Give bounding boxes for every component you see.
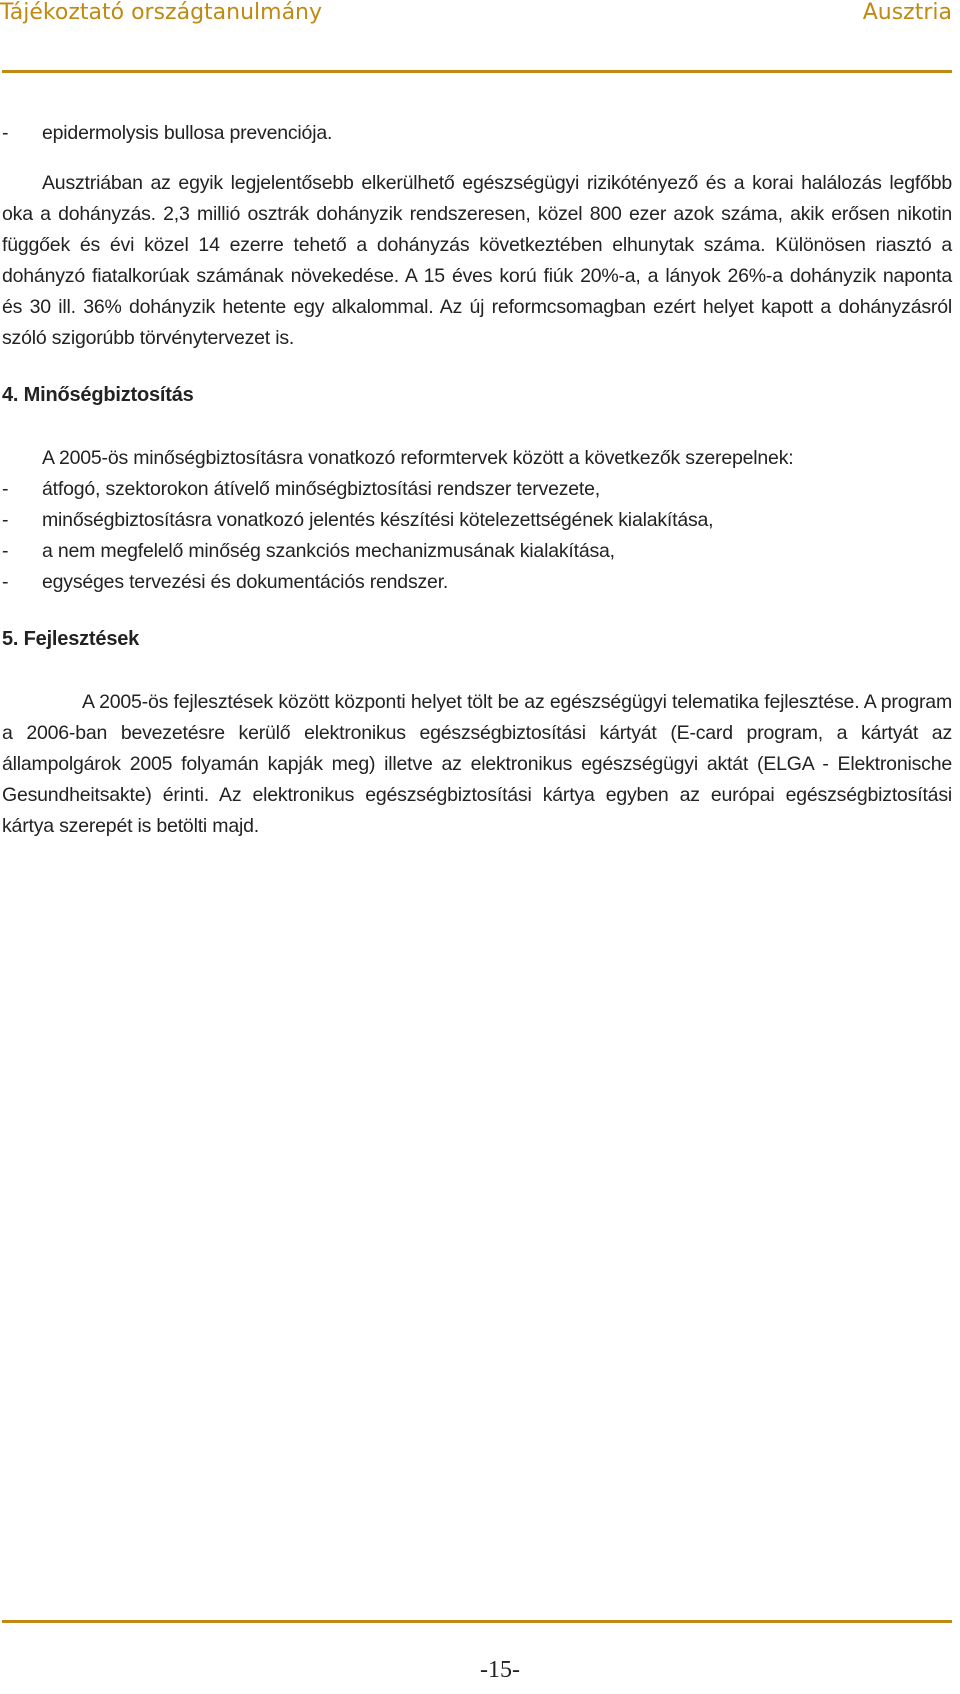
bullet-dash: - <box>2 571 9 593</box>
list-item <box>2 567 952 598</box>
list-item <box>2 474 952 505</box>
document-title: Tájékoztató országtanulmány <box>0 0 323 25</box>
bullet-dash: - <box>2 540 9 562</box>
section-heading-quality: 4. Minőségbiztosítás <box>2 384 194 406</box>
header-country: Ausztria <box>862 0 952 25</box>
bullet-dash: - <box>2 478 9 500</box>
list-item-text: átfogó, szektorokon átívelő minőségbiztosítási rendszer tervezete, <box>42 478 601 500</box>
page-number: -15- <box>480 1657 520 1683</box>
page-body <box>2 118 952 842</box>
list-item <box>2 536 952 567</box>
bullet-dash: - <box>2 122 9 144</box>
quality-intro: A 2005-ös minőségbiztosításra vonatkozó reformtervek között a következők szerepelnek: <box>42 447 794 469</box>
spacer <box>2 411 952 443</box>
list-item-text: minőségbiztosításra vonatkozó jelentés készítési kötelezettségének kialakítása, <box>42 509 714 531</box>
list-item <box>2 505 952 536</box>
bullet-dash: - <box>2 509 9 531</box>
list-item-text: a nem megfelelő minőség szankciós mechanizmusának kialakítása, <box>42 540 615 562</box>
page-header <box>0 0 952 40</box>
spacer <box>2 149 952 168</box>
developments-paragraph: A 2005-ös fejlesztések között központi helyet tölt be az egészségügyi telematika fejlesztése. A program a 2006-ban bevezetésre kerülő elektronikus egészségbiztosítási kártyát (E-card program, a kártyát az állampolgárok 2005 folyamán kapják meg) illetve az elektronikus egészségügyi aktát (ELGA - Elektronische Gesundheitsakte) érinti. Az elektronikus egészségbiztosítási kártya egyben az európai egészségbiztosítási kártya szerepét is betölti majd. <box>2 691 952 837</box>
spacer <box>2 354 952 380</box>
spacer <box>2 598 952 624</box>
spacer <box>2 655 952 687</box>
section-heading-developments: 5. Fejlesztések <box>2 628 140 650</box>
list-item-text: egységes tervezési és dokumentációs rendszer. <box>42 571 449 593</box>
list-item-text: epidermolysis bullosa prevenciója. <box>42 122 333 144</box>
smoking-paragraph: Ausztriában az egyik legjelentősebb elkerülhető egészségügyi rizikótényező és a korai halálozás legfőbb oka a dohányzás. 2,3 millió osztrák dohányzik rendszeresen, közel 800 ezer azok száma, akik erősen nikotin függőek és évi közel 14 ezerre tehető a dohányzás következtében elhunytak száma. Különösen riasztó a dohányzó fiatalkorúak számának növekedése. A 15 éves korú fiúk 20%-a, a lányok 26%-a dohányzik naponta és 30 ill. 36% dohányzik hetente egy alkalommal. Az új reformcsomagban ezért helyet kapott a dohányzásról szóló szigorúbb törvénytervezet is. <box>2 172 952 349</box>
header-rule <box>2 70 952 73</box>
footer-rule <box>2 1620 952 1623</box>
list-item <box>2 118 952 149</box>
